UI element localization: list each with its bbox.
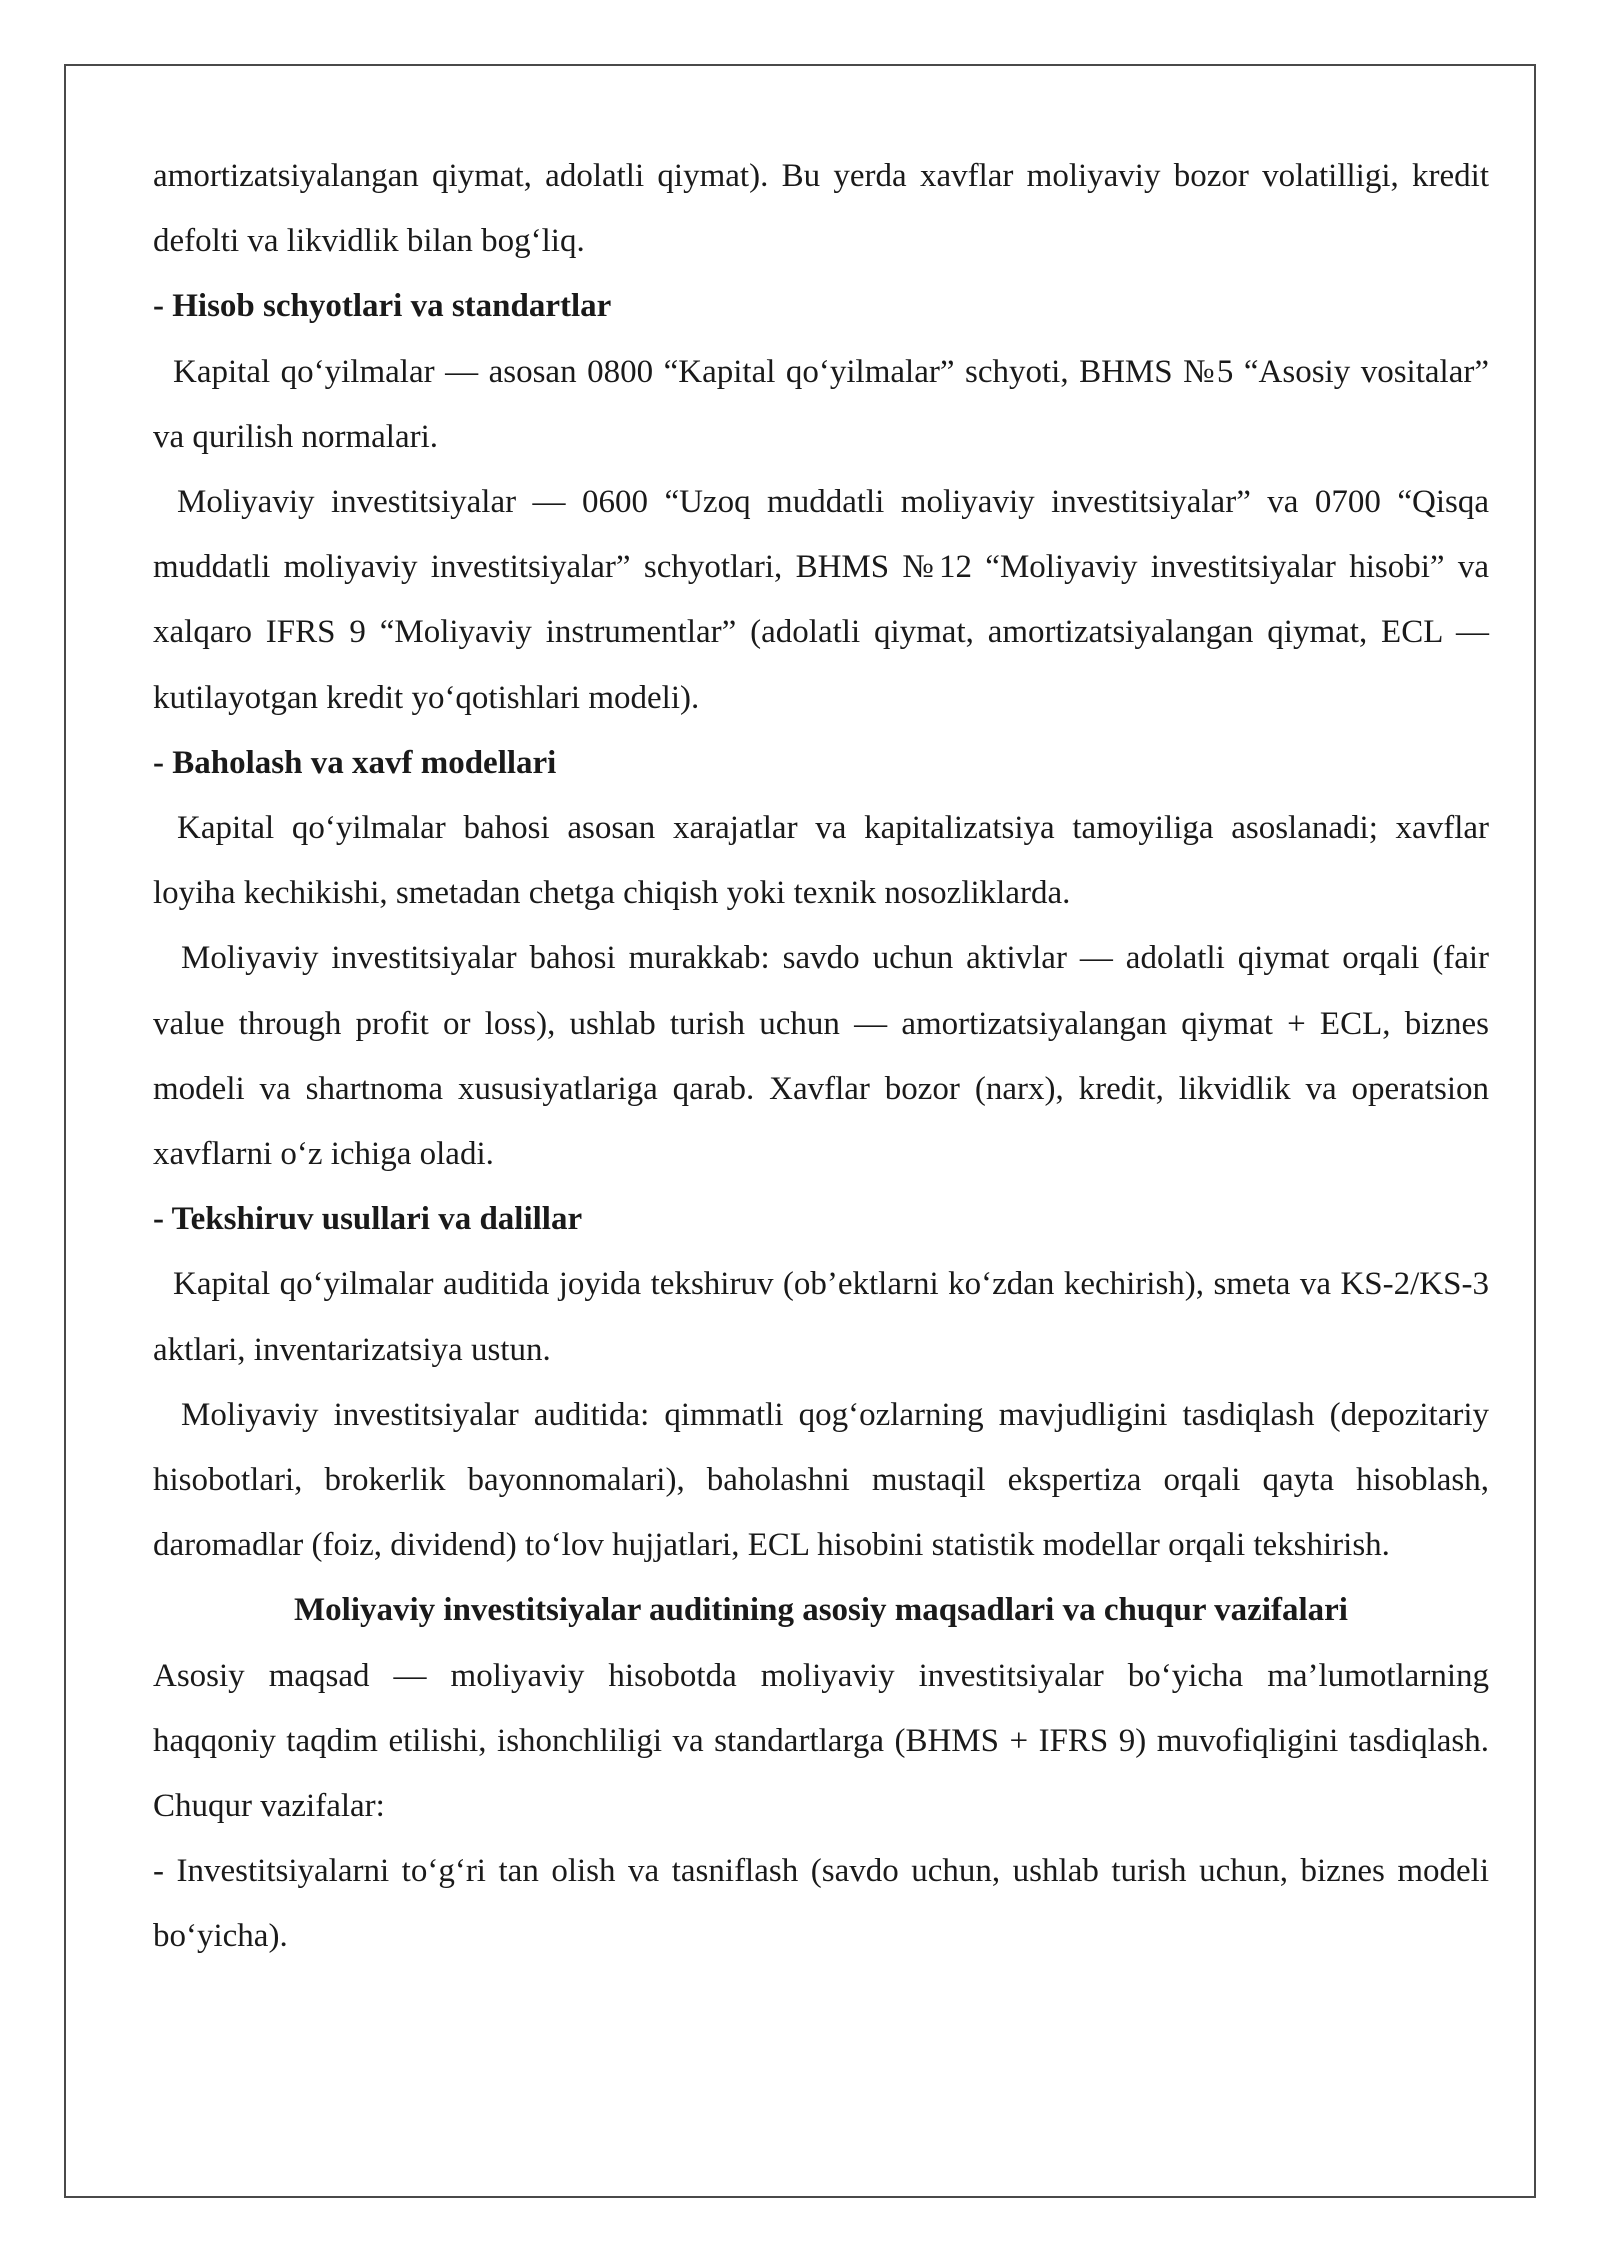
list-item-recognition: - Investitsiyalarni to‘g‘ri tan olish va tasniflash (savdo uchun, ushlab turish uchun, biznes modeli bo‘yicha). bbox=[153, 1853, 1489, 1955]
document-body bbox=[153, 144, 1489, 1970]
paragraph-capital-investments-accounts: Kapital qo‘yilmalar — asosan 0800 “Kapital qo‘yilmalar” schyoti, BHMS №5 “Asosiy vositalar” va qurilish normalari. bbox=[153, 353, 1489, 455]
section-heading-valuation: - Baholash va xavf modellari bbox=[153, 744, 557, 781]
section-heading-accounts: - Hisob schyotlari va standartlar bbox=[153, 288, 612, 325]
paragraph-financial-investments-audit: Moliyaviy investitsiyalar auditida: qimmatli qog‘ozlarning mavjudligini tasdiqlash (depozitariy hisobotlari, brokerlik bayonnomalari), baholashni mustaqil ekspertiza orqali qayta hisoblash, daromadlar (foiz, dividend) to‘lov hujjatlari, ECL hisobini statistik modellar orqali tekshirish. bbox=[153, 1396, 1489, 1564]
paragraph-continuation: amortizatsiyalangan qiymat, adolatli qiymat). Bu yerda xavflar moliyaviy bozor volatilligi, kredit defolti va likvidlik bilan bog‘liq. bbox=[153, 158, 1489, 260]
paragraph-capital-investments-audit: Kapital qo‘yilmalar auditida joyida tekshiruv (ob’ektlarni ko‘zdan kechirish), smeta va KS-2/KS-3 aktlari, inventarizatsiya ustun. bbox=[153, 1266, 1489, 1368]
section-heading-audit-goals: Moliyaviy investitsiyalar auditining asosiy maqsadlari va chuqur vazifalari bbox=[294, 1592, 1348, 1629]
paragraph-financial-investments-accounts: Moliyaviy investitsiyalar — 0600 “Uzoq muddatli moliyaviy investitsiyalar” va 0700 “Qisqa muddatli moliyaviy investitsiyalar” schyotlari, BHMS №12 “Moliyaviy investitsiyalar hisobi” va xalqaro IFRS 9 “Moliyaviy instrumentlar” (adolatli qiymat, amortizatsiyalangan qiymat, ECL — kutilayotgan kredit yo‘qotishlari modeli). bbox=[153, 484, 1489, 716]
paragraph-capital-investments-valuation: Kapital qo‘yilmalar bahosi asosan xarajatlar va kapitalizatsiya tamoyiliga asoslanadi; xavflar loyiha kechikishi, smetadan chetga chiqish yoki texnik nosozliklarda. bbox=[153, 810, 1489, 912]
paragraph-main-goal: Asosiy maqsad — moliyaviy hisobotda moliyaviy investitsiyalar bo‘yicha ma’lumotlarning haqqoniy taqdim etilishi, ishonchliligi va standartlarga (BHMS + IFRS 9) muvofiqligini tasdiqlash. Chuqur vazifalar: bbox=[153, 1657, 1489, 1825]
section-heading-audit-methods: - Tekshiruv usullari va dalillar bbox=[153, 1201, 583, 1238]
paragraph-financial-investments-valuation: Moliyaviy investitsiyalar bahosi murakkab: savdo uchun aktivlar — adolatli qiymat orqali (fair value through profit or loss), ushlab turish uchun — amortizatsiyalangan qiymat + ECL, biznes modeli va shartnoma xususiyatlariga qarab. Xavflar bozor (narx), kredit, likvidlik va operatsion xavflarni o‘z ichiga oladi. bbox=[153, 940, 1489, 1173]
